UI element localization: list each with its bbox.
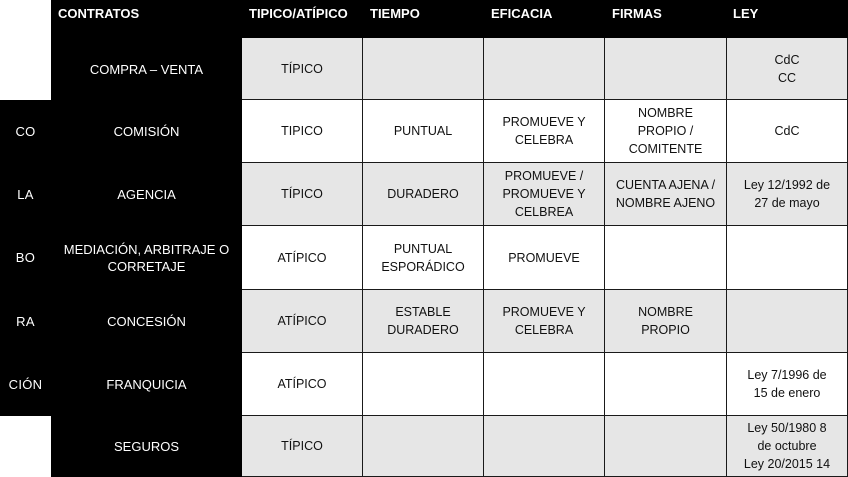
- cell-tipico: ATÍPICO: [242, 290, 363, 353]
- contract-name: MEDIACIÓN, ARBITRAJE O CORRETAJE: [63, 242, 230, 274]
- cell-eficacia: [484, 38, 605, 100]
- header-eficacia: EFICACIA: [491, 6, 553, 21]
- cell-tiempo: [363, 38, 484, 100]
- side-label-part-1: CO: [15, 124, 36, 139]
- cell-tipico: TÍPICO: [242, 416, 363, 477]
- contract-name: AGENCIA: [117, 187, 176, 202]
- cell-eficacia: PROMUEVE Y CELEBRA: [484, 290, 605, 353]
- cell-tipico: TÍPICO: [242, 163, 363, 226]
- cell-ley: Ley 50/1980 8 de octubre Ley 20/2015 14: [727, 416, 848, 477]
- cell-firmas: [605, 38, 727, 100]
- cell-tiempo: [363, 416, 484, 477]
- contract-name: FRANQUICIA: [106, 377, 187, 392]
- cell-tipico: ATÍPICO: [242, 353, 363, 416]
- cell-ley: [727, 226, 848, 290]
- cell-firmas: [605, 353, 727, 416]
- side-label-part-2: LA: [17, 187, 34, 202]
- side-label-part-4: RA: [16, 314, 35, 329]
- cell-ley: CdC CC: [727, 38, 848, 100]
- cell-eficacia: PROMUEVE / PROMUEVE Y CELBREA: [484, 163, 605, 226]
- cell-ley: [727, 290, 848, 353]
- cell-tiempo: [363, 353, 484, 416]
- left-margin-top: [0, 0, 51, 100]
- cell-tiempo: PUNTUAL: [363, 100, 484, 163]
- side-label-part-3: BO: [15, 250, 36, 265]
- contract-name: COMPRA – VENTA: [89, 61, 204, 77]
- cell-ley: Ley 7/1996 de 15 de enero: [727, 353, 848, 416]
- cell-eficacia: [484, 416, 605, 477]
- contract-name: SEGUROS: [113, 439, 179, 454]
- cell-eficacia: PROMUEVE: [484, 226, 605, 290]
- cell-eficacia: [484, 353, 605, 416]
- cell-tiempo: ESTABLE DURADERO: [363, 290, 484, 353]
- contract-name: COMISIÓN: [113, 124, 180, 139]
- cell-firmas: [605, 416, 727, 477]
- header-tipico-atipico: TIPICO/ATÍPICO: [249, 6, 348, 21]
- cell-tipico: TÍPICO: [242, 38, 363, 100]
- cell-firmas: NOMBRE PROPIO: [605, 290, 727, 353]
- cell-eficacia: PROMUEVE Y CELEBRA: [484, 100, 605, 163]
- left-margin-bottom: [0, 416, 51, 477]
- contract-name: CONCESIÓN: [107, 314, 186, 329]
- cell-tipico: ATÍPICO: [242, 226, 363, 290]
- header-tiempo: TIEMPO: [370, 6, 420, 21]
- header-contratos: CONTRATOS: [58, 6, 140, 21]
- cell-firmas: [605, 226, 727, 290]
- cell-ley: CdC: [727, 100, 848, 163]
- cell-firmas: NOMBRE PROPIO / COMITENTE: [605, 100, 727, 163]
- header-ley: LEY: [733, 6, 759, 21]
- cell-tiempo: PUNTUAL ESPORÁDICO: [363, 226, 484, 290]
- cell-tipico: TIPICO: [242, 100, 363, 163]
- cell-ley: Ley 12/1992 de 27 de mayo: [727, 163, 848, 226]
- cell-tiempo: DURADERO: [363, 163, 484, 226]
- header-firmas: FIRMAS: [612, 6, 662, 21]
- side-label-part-5: CIÓN: [8, 377, 43, 392]
- cell-firmas: CUENTA AJENA / NOMBRE AJENO: [605, 163, 727, 226]
